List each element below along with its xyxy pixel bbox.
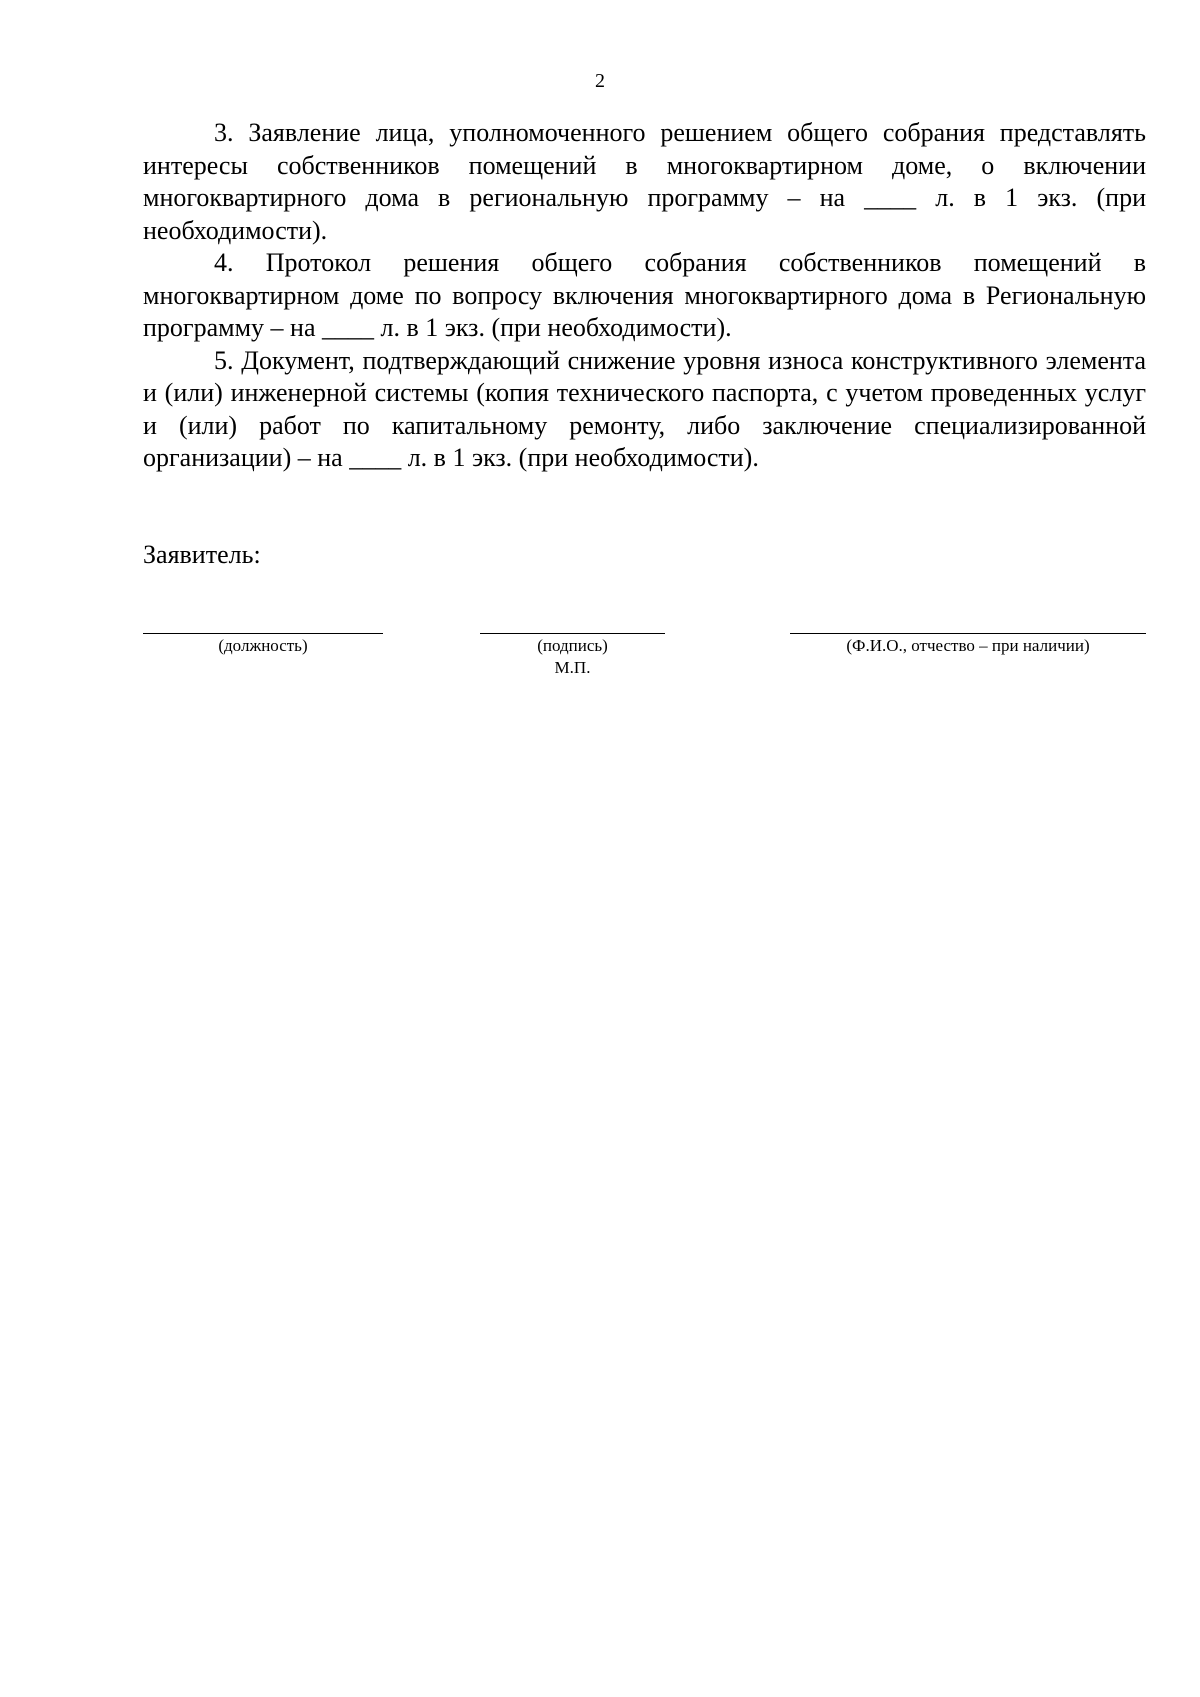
stamp-label: М.П.: [554, 658, 591, 677]
signature-field: [480, 600, 665, 679]
name-signature-field: [790, 600, 1146, 657]
applicant-label: Заявитель:: [143, 540, 261, 569]
position-blank-line: [143, 600, 383, 634]
name-caption: (Ф.И.О., отчество – при наличии): [846, 636, 1090, 655]
position-caption: (должность): [218, 636, 308, 655]
page-number: 2: [595, 70, 605, 92]
paragraph-item-3: 3. Заявление лица, уполномоченного решением общего собрания представлять интересы собственников помещений в многоквартирном доме, о включении многоквартирного дома в региональную программу – на ____ л. в 1 экз. (при необходимости).: [143, 118, 1146, 245]
name-blank-line: [790, 600, 1146, 634]
signature-blank-line: [480, 600, 665, 634]
signature-caption: (подпись): [537, 636, 608, 655]
document-body: [143, 117, 1146, 475]
position-signature-field: [143, 600, 383, 657]
paragraph-item-4: 4. Протокол решения общего собрания собственников помещений в многоквартирном доме по вопросу включения многоквартирного дома в Региональную программу – на ____ л. в 1 экз. (при необходимости).: [143, 248, 1146, 342]
paragraph-item-5: 5. Документ, подтверждающий снижение уровня износа конструктивного элемента и (или) инженерной системы (копия технического паспорта, с учетом проведенных услуг и (или) работ по капитальному ремонту, либо заключение специализированной организации) – на ____ л. в 1 экз. (при необходимости).: [143, 345, 1146, 472]
